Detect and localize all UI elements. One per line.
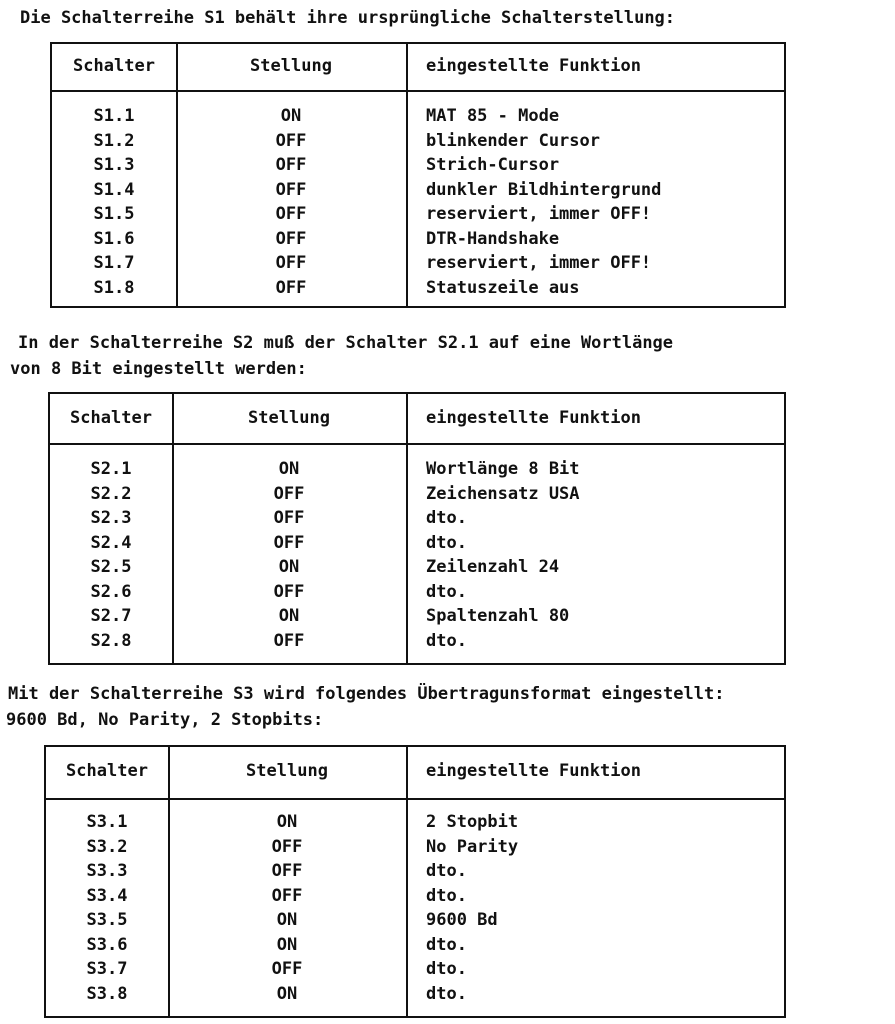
- intro-s3-line2: 9600 Bd, No Parity, 2 Stopbits:: [6, 710, 324, 730]
- switch-id: S3.2: [86, 836, 128, 857]
- switch-position: OFF: [275, 179, 307, 200]
- switch-id: S2.2: [90, 483, 132, 504]
- switch-function: dto.: [426, 532, 467, 553]
- switch-id: S3.4: [86, 885, 128, 906]
- switch-function: dto.: [426, 508, 467, 528]
- switch-position: ON: [276, 910, 298, 930]
- switch-id: S2.6: [90, 581, 132, 602]
- switch-id: S1.7: [93, 253, 135, 273]
- switch-id: S1.4: [93, 179, 135, 200]
- switch-position: OFF: [275, 253, 307, 273]
- switch-function: dto.: [426, 885, 467, 906]
- switch-function: MAT 85 - Mode: [426, 106, 560, 126]
- header-schalter: Schalter: [66, 761, 148, 781]
- switch-id: S1.8: [93, 277, 135, 298]
- switch-id: S1.6: [93, 228, 135, 249]
- switch-position: OFF: [271, 885, 303, 906]
- switch-position: ON: [280, 106, 302, 126]
- switch-id: S2.5: [90, 557, 132, 577]
- switch-id: S1.2: [93, 130, 135, 151]
- switch-function: dto.: [426, 630, 467, 651]
- switch-id: S3.5: [86, 910, 128, 930]
- switch-function: Wortlänge 8 Bit: [426, 459, 580, 479]
- switch-function: dto.: [426, 959, 467, 979]
- header-schalter: Schalter: [73, 56, 155, 76]
- intro-s2-line2: von 8 Bit eingestellt werden:: [10, 359, 307, 379]
- switch-function: Zeilenzahl 24: [426, 557, 560, 577]
- switch-position: OFF: [271, 959, 303, 979]
- switch-id: S2.8: [90, 630, 132, 651]
- switch-position: OFF: [273, 630, 305, 651]
- switch-position: OFF: [273, 483, 305, 504]
- switch-position: OFF: [271, 836, 303, 857]
- intro-s1: Die Schalterreihe S1 behält ihre ursprüngliche Schalterstellung:: [20, 8, 676, 28]
- switch-table-s2: [48, 392, 786, 665]
- switch-position: OFF: [273, 508, 305, 528]
- switch-position: OFF: [275, 130, 307, 151]
- header-stellung: Stellung: [248, 408, 330, 428]
- switch-id: S3.8: [86, 983, 128, 1004]
- switch-function: Statuszeile aus: [426, 277, 580, 298]
- switch-function: reserviert, immer OFF!: [426, 204, 652, 224]
- switch-id: S3.6: [86, 934, 128, 955]
- switch-function: dto.: [426, 983, 467, 1004]
- switch-function: No Parity: [426, 836, 519, 857]
- switch-position: OFF: [275, 204, 307, 224]
- header-funktion: eingestellte Funktion: [426, 56, 641, 76]
- switch-function: 9600 Bd: [426, 910, 498, 930]
- switch-id: S2.7: [90, 606, 132, 626]
- header-divider: [46, 798, 784, 800]
- switch-id: S3.3: [86, 861, 128, 881]
- header-schalter: Schalter: [70, 408, 152, 428]
- switch-function: DTR-Handshake: [426, 228, 560, 249]
- switch-position: OFF: [273, 532, 305, 553]
- switch-table-s1: [50, 42, 786, 308]
- switch-position: ON: [278, 606, 300, 626]
- header-stellung: Stellung: [250, 56, 332, 76]
- switch-table-s3: [44, 745, 786, 1018]
- switch-function: dunkler Bildhintergrund: [426, 179, 662, 200]
- switch-id: S1.5: [93, 204, 135, 224]
- switch-position: ON: [276, 983, 298, 1004]
- header-funktion: eingestellte Funktion: [426, 408, 641, 428]
- switch-id: S2.4: [90, 532, 132, 553]
- switch-id: S1.3: [93, 155, 135, 175]
- header-stellung: Stellung: [246, 761, 328, 781]
- switch-function: 2 Stopbit: [426, 812, 519, 832]
- header-divider: [50, 443, 784, 445]
- intro-s2-line1: In der Schalterreihe S2 muß der Schalter S2.1 auf eine Wortlänge: [18, 333, 674, 353]
- switch-id: S2.1: [90, 459, 132, 479]
- switch-position: OFF: [273, 581, 305, 602]
- switch-function: dto.: [426, 581, 467, 602]
- switch-position: OFF: [275, 277, 307, 298]
- intro-s3-line1: Mit der Schalterreihe S3 wird folgendes Übertragunsformat eingestellt:: [8, 684, 725, 704]
- switch-position: ON: [278, 557, 300, 577]
- column-divider: [406, 44, 408, 306]
- column-divider: [406, 747, 408, 1016]
- switch-position: OFF: [275, 228, 307, 249]
- switch-position: OFF: [271, 861, 303, 881]
- switch-id: S1.1: [93, 106, 135, 126]
- switch-function: Spaltenzahl 80: [426, 606, 570, 626]
- switch-function: dto.: [426, 861, 467, 881]
- switch-function: reserviert, immer OFF!: [426, 253, 652, 273]
- switch-position: OFF: [275, 155, 307, 175]
- switch-function: Zeichensatz USA: [426, 483, 580, 504]
- header-funktion: eingestellte Funktion: [426, 761, 641, 781]
- switch-id: S3.7: [86, 959, 128, 979]
- switch-position: ON: [276, 812, 298, 832]
- switch-position: ON: [276, 934, 298, 955]
- header-divider: [52, 90, 784, 92]
- switch-function: dto.: [426, 934, 467, 955]
- switch-function: blinkender Cursor: [426, 130, 600, 151]
- column-divider: [406, 394, 408, 663]
- switch-id: S3.1: [86, 812, 128, 832]
- switch-position: ON: [278, 459, 300, 479]
- switch-function: Strich-Cursor: [426, 155, 560, 175]
- switch-id: S2.3: [90, 508, 132, 528]
